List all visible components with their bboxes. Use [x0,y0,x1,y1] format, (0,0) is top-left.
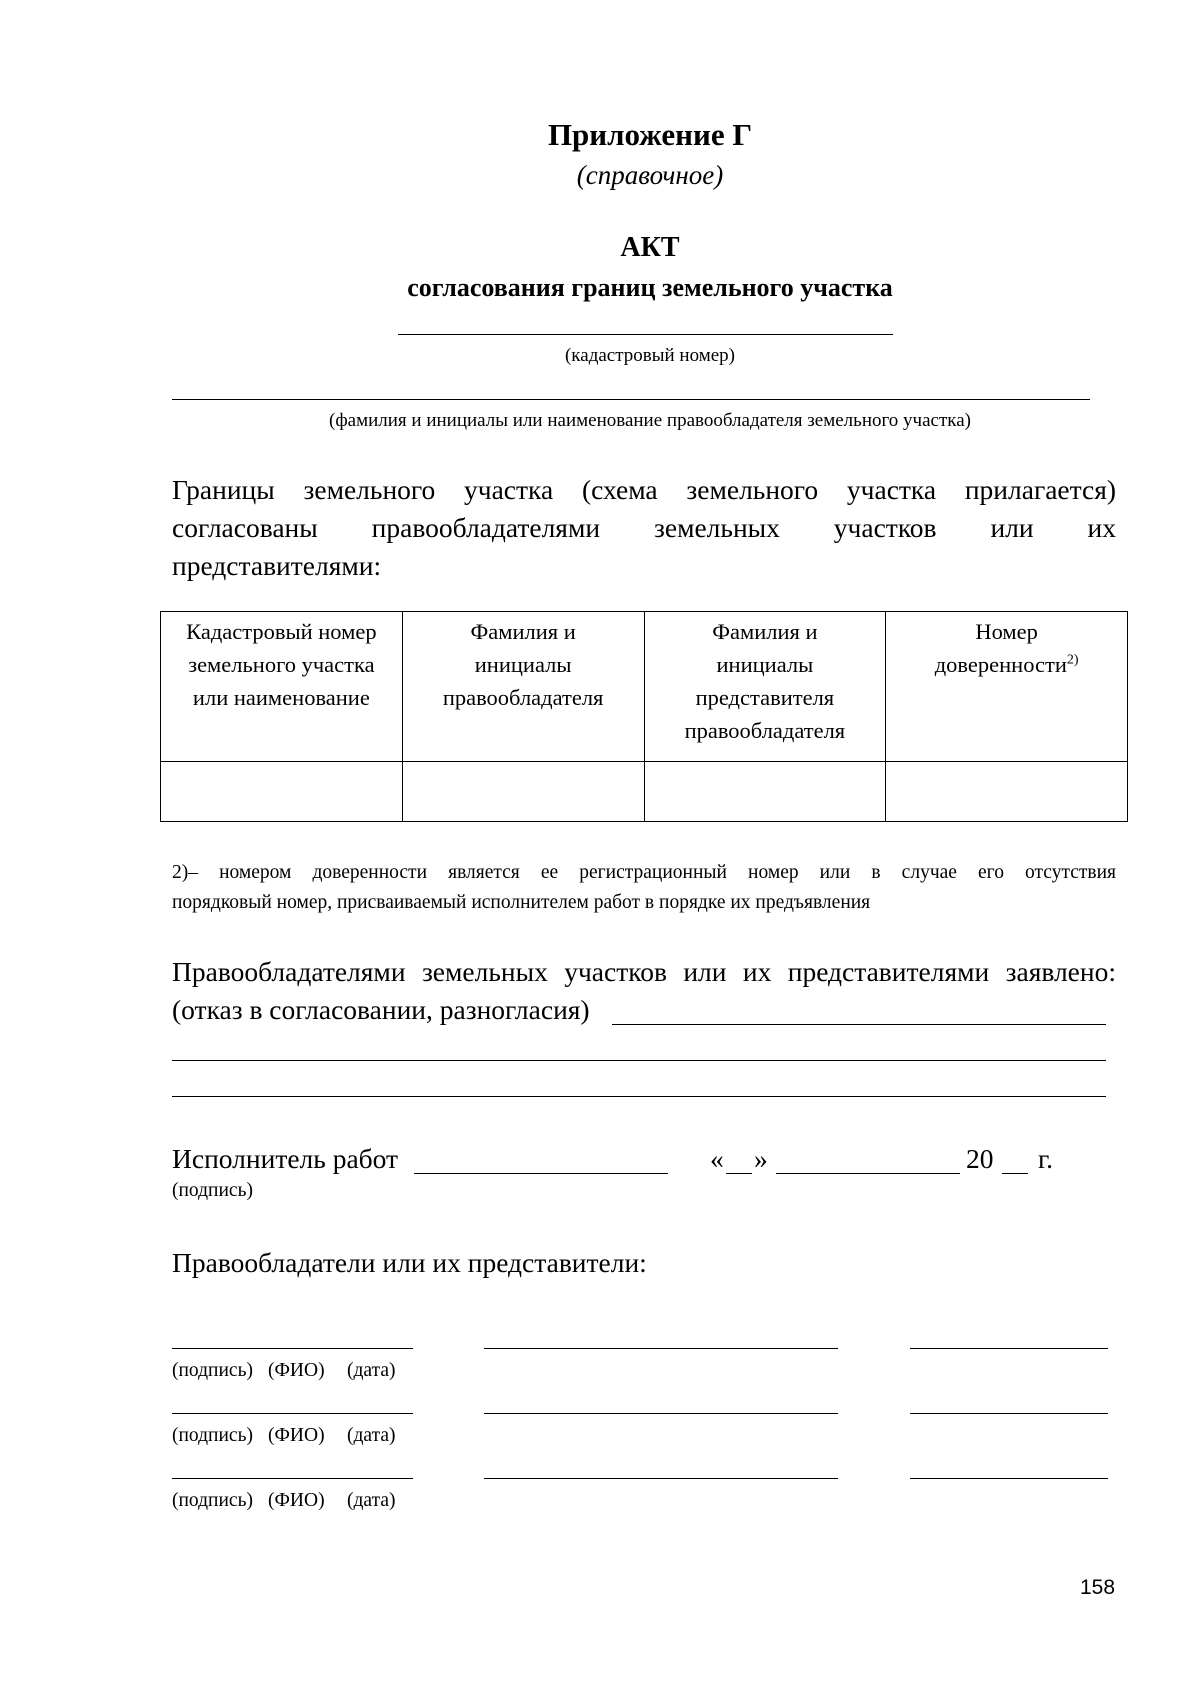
quote-close: » [754,1143,768,1174]
cadastral-number-caption: (кадастровый номер) [564,345,736,366]
cadastral-number-blank[interactable] [398,334,893,335]
table-cell-cadastral[interactable] [161,762,403,822]
holder-2-name-caption: (ФИО) [268,1425,325,1446]
appendix-title: Приложение Г [547,117,753,152]
holder-1-date-blank[interactable] [910,1348,1108,1349]
page-number: 158 [1080,1576,1116,1599]
table-header-row [161,612,1128,762]
holder-3-signature-blank[interactable] [172,1478,413,1479]
owner-name-caption: (фамилия и инициалы или наименование правообладателя земельного участка) [329,410,971,431]
year-prefix: 20 [966,1143,994,1174]
holder-2-signature-blank[interactable] [172,1413,413,1414]
footnote-line-2: порядковый номер, присваиваемый исполнителем работ в порядке их предъявления [172,892,871,913]
contractor-signature-blank[interactable] [414,1173,668,1174]
holder-1-date-caption: (дата) [347,1360,396,1381]
intro-line-3: представителями: [172,550,382,581]
holder-3-date-blank[interactable] [910,1478,1108,1479]
column-header-owner: Фамилия и инициалы правообладателя [402,612,644,762]
statement-blank-2[interactable] [172,1060,1106,1061]
holder-2-name-blank[interactable] [484,1413,838,1414]
column-header-proxy-number: Номер доверенности$^{2)}$ [886,612,1128,762]
holder-2-date-blank[interactable] [910,1413,1108,1414]
intro-line-2: согласованы правообладателями земельных участков или их [172,512,1116,543]
holder-1-name-caption: (ФИО) [268,1360,325,1381]
act-subtitle: согласования границ земельного участка [407,273,893,302]
approval-table [160,611,1128,822]
month-blank[interactable] [776,1173,960,1174]
statement-blank-1[interactable] [612,1024,1106,1025]
table-cell-proxy-number[interactable] [886,762,1128,822]
holder-2-signature-caption: (подпись) [172,1425,253,1446]
footnote [172,858,1116,918]
contractor-signature-caption: (подпись) [172,1180,253,1201]
quote-open: « [710,1143,724,1174]
statement-line-1: Правообладателями земельных участков или их представителями заявлено: [172,956,1116,987]
contractor-label: Исполнитель работ [172,1143,399,1174]
holder-3-signature-caption: (подпись) [172,1490,253,1511]
intro-line-1: Границы земельного участка (схема земельного участка прилагается) [172,474,1116,505]
holder-3-date-caption: (дата) [347,1490,396,1511]
table-row [161,762,1128,822]
column-header-cadastral: Кадастровый номер земельного участка или наименование [161,612,403,762]
footnote-mark: 2) [1066,652,1079,668]
statement-blank-3[interactable] [172,1096,1106,1097]
holder-3-name-blank[interactable] [484,1478,838,1479]
year-blank[interactable] [1002,1173,1028,1174]
holder-1-signature-caption: (подпись) [172,1360,253,1381]
footnote-line-1: 2)– номером доверенности является ее регистрационный номер или в случае его отсутствия [172,862,1116,883]
appendix-subtitle: (справочное) [576,160,724,190]
year-suffix: г. [1038,1143,1054,1174]
statement-line-2: (отказ в согласовании, разногласия) [172,994,590,1025]
holders-heading: Правообладатели или их представители: [172,1247,647,1278]
table-cell-owner[interactable] [402,762,644,822]
act-title: АКТ [620,232,680,263]
holder-2-date-caption: (дата) [347,1425,396,1446]
day-blank[interactable] [726,1173,752,1174]
holder-1-name-blank[interactable] [484,1348,838,1349]
owner-name-blank[interactable] [172,399,1090,400]
holder-3-name-caption: (ФИО) [268,1490,325,1511]
holder-1-signature-blank[interactable] [172,1348,413,1349]
column-header-representative: Фамилия и инициалы представителя правообладателя [644,612,886,762]
table-cell-representative[interactable] [644,762,886,822]
